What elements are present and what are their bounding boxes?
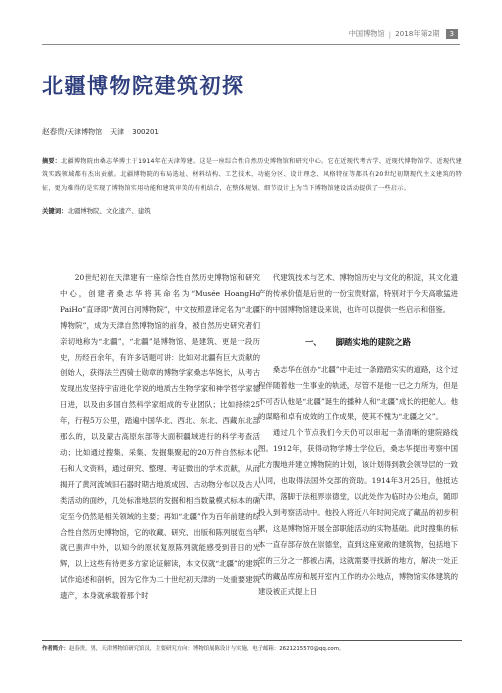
abstract-text: 北疆博物院由桑志华博士于1914年在天津筹建。这是一座综合性自然历史博物馆和研究中心。它在近现代考古学、近现代博物馆学、近现代建筑实践领域都有杰出贡献。北疆博物院的布局选址、材料结构、工艺技术、功能分区、设计理念、风格特征等都具有20世纪初期现代主义建筑的特征，更为难得的是实现了博物馆实用功能和建筑审美的有机结合，在整体规划、细节设计上为当下博物馆建设活动提供了一些启示。 (42, 158, 462, 192)
keywords (42, 206, 151, 215)
keywords-label: 关键词： (42, 207, 68, 215)
body-paragraph: 桑志华在创办“北疆”中走过一条踏踏实实的道路，这个过程伴随着他一生事业的轨迹，尽管不是他一已之力所为，但是不可否认他是“北疆”诞生的播种人和“北疆”成长的把舵人。他的谋略和卓有成效的工作成果，使其不愧为“北疆之父”。 (258, 364, 458, 422)
keywords-text: 北疆博物院、文化遗产、建筑 (67, 207, 151, 215)
body-column-right (258, 270, 458, 600)
footnote-text: 赵春贵，男，天津博物馆研究馆员，主要研究方向：博物馆展陈设计与实施，电子邮箱：2621215570@qq.com。 (68, 646, 345, 652)
author-footnote (42, 644, 482, 652)
author-name: 赵春贵 (42, 127, 65, 136)
body-paragraph: 通过几个节点我们今天仍可以串起一条清晰的建院路线图。1912年，获得动物学博士学位后，桑志华提出考察中国北方腹地并建立博物院的计划，该计划得到教会领导层的一致认同，也取得法国外交部的资助。1914年3月25日，他抵达天津，落脚于法租界崇德堂，以此处作为临时办公地点，随即投入到考察活动中。他投入将近八年时间完成了藏品的初步积累，这是博物馆开展全部职能活动的实物基础。此时搜集的标本一直存部存放在崇德堂，直到这座宽敞的建筑物，包括地下室的三分之一都被占满，这就需要寻找新的地方，解决一处正式的藏品库房和展开室内工作的办公地点，博物馆实体建筑的建设被正式提上日 (258, 428, 458, 597)
body-paragraph: 20世纪初在天津建有一座综合性自然历史博物馆和研究中心，创建者桑志华将其命名为“Musée HoangHo PaiHo”直译即“黄河白河博物院”，中文按照意译定名为“北疆博物院”，成为天津自然博物馆的前身，被自然历史研究者们亲切地称为“北疆”，“北疆”是博物馆、是建筑、更是一段历史，历经百余年，有许多话题可讲：比如对北疆有巨大贡献的创始人，获得法兰西骑士勋章的博物学家桑志华饱长，从考古发现出发坚持宇宙进化学说的地质古生物学家和神学哲学家德日进，以及由多国自然科学家组成的专业团队；比如持续25年，行程5万公里，踏遍中国华北、西北、东北、西藏东北部那么的，以及蒙古高原东部等大面积疆域进行的科学考查活动；比如通过搜集、采集、发掘集聚起的20万件自然标本化石和人文资料，通过研究、整理、考证微出的学术贡献，从而揭开了黄河流域旧石器时期古地质成因、古动物分布以及古人类活动的面纱，几处标准地层的发掘和相当数量模式标本的确定至今仍然是相关领域的主要；再如“北疆”作为百年前建的综合性自然历史博物馆，它的收藏、研究、出版和陈列展览当年就已蜚声中外，以知今的原状复原陈列就能感受到昔日的光辉，以上这些有待更多方家论证解读，本文仅就“北疆”的建筑试作追述和剖析，因为它作为二十世纪初天津的一处重要建筑遗产，本身就承载着那个时 (60, 273, 261, 601)
section-number: 一、 (304, 336, 322, 347)
byline (42, 126, 159, 137)
body-column-left (60, 270, 260, 604)
header-separator: | (388, 29, 392, 39)
section-title: 脚踏实地的建院之路 (335, 336, 412, 347)
header-rule (42, 44, 460, 45)
issue-label: 2018年第2期 (395, 29, 440, 38)
author-affiliation: /天津博物馆 (64, 128, 103, 136)
article-title: 北疆博物院建筑初探 (42, 74, 245, 98)
page-number: 3 (446, 29, 458, 39)
footnote-rule (42, 640, 462, 641)
running-header (349, 28, 458, 40)
abstract-label: 摘要： (42, 158, 62, 165)
body-paragraph: 代建筑技术与艺术、博物馆历史与文化的积淀，其文化遗产的传承价值是后世的一份宝贵财富，特别对于今天高歌猛进下的中国博物馆建设来说，也许可以提供一些启示和借鉴。 (258, 273, 458, 314)
journal-name: 中国博物馆 (348, 29, 385, 38)
author-city: 天津 (110, 128, 125, 136)
author-postcode: 300201 (132, 128, 159, 136)
section-heading (258, 334, 458, 350)
footnote-label: 作者简介： (42, 646, 69, 652)
abstract (42, 155, 462, 195)
